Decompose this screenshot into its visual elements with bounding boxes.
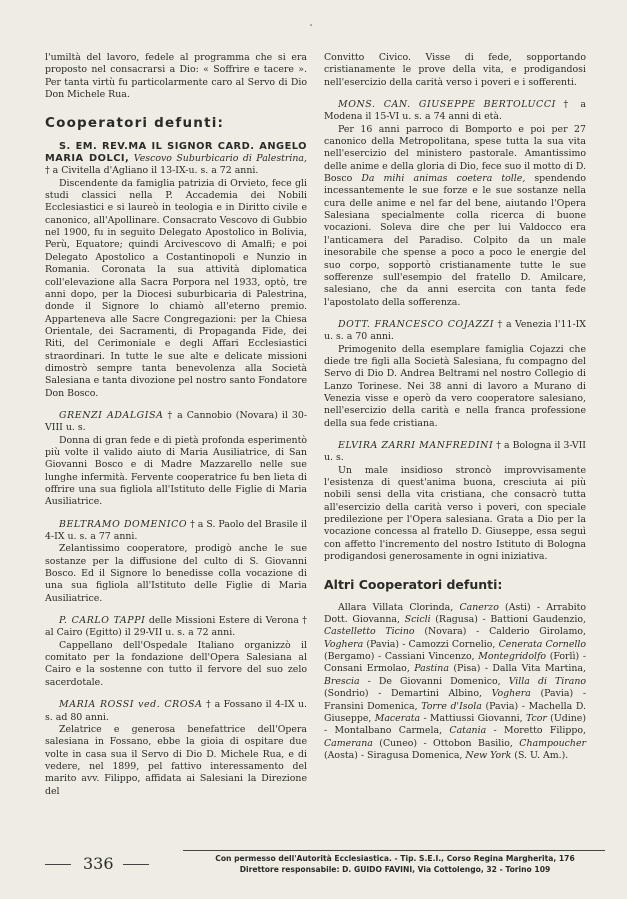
- page-number-dash: [123, 864, 149, 865]
- cooperator-name: - De Giovanni Domenico,: [359, 675, 509, 687]
- obituary-header: [324, 319, 586, 344]
- cooperator-name: (Pavia) - Camozzi Cornelio,: [363, 638, 499, 650]
- place-name: Pastina: [414, 663, 449, 675]
- obituary-header: [45, 410, 307, 435]
- cooperator-name: (Pavia) - Machella D. Giuseppe,: [324, 700, 586, 724]
- place-name: Castelletto Ticino: [324, 626, 415, 638]
- deceased-name: DOTT. FRANCESCO COJAZZI: [338, 318, 495, 330]
- death-info: † a Cannobio (Novara) il 30-VIII u. s.: [45, 409, 307, 434]
- cardinal-death: † a Civitella d'Agliano il 13-IX-u. s. a 72 anni.: [45, 165, 259, 177]
- death-info: † a S. Paolo del Brasile il 4-IX u. s. a 77 anni.: [45, 518, 307, 543]
- cardinal-role: Vescovo Suburbicario di Palestrina,: [133, 153, 307, 165]
- death-info: † a Modena il 15-VI u. s. a 74 anni di età.: [324, 99, 586, 123]
- obituary-body: Un male insidioso stroncò improvvisamente l'esistenza di quest'anima buona, cresciuta ai più nobili sensi della vita cristiana, che consacrò tutta all'esercizio della carità verso i poveri, con speciale predilezione per l'Opera salesiana. Grata a Dio per la vocazione concessa al fratello D. Giuseppe, essa seguì con affetto l'incremento del nostro Istituto di Bologna prodigandosi generosamente in ogni iniziativa.: [324, 464, 586, 563]
- place-name: Champoucher: [519, 737, 586, 749]
- place-name: Brescia: [324, 675, 360, 687]
- place-name: Tcor: [525, 712, 547, 724]
- imprint: [185, 853, 605, 875]
- deceased-name: P. CARLO TAPPI: [59, 615, 146, 627]
- death-info: † a Bologna il 3-VII u. s.: [324, 439, 587, 464]
- cooperator-name: (Sondrio) - Demartini Albino,: [324, 688, 492, 700]
- death-info: † a Venezia l'11-IX u. s. a 70 anni.: [324, 318, 586, 343]
- left-column: [45, 52, 307, 798]
- obituary-header: [45, 519, 307, 544]
- imprint-line: Direttore responsabile: D. GUIDO FAVINI, Via Cottolengo, 32 - Torino 109: [239, 865, 551, 874]
- cooperator-name: (Cuneo) - Ottobon Basilio,: [372, 737, 520, 749]
- obituary-body: Zelatrice e generosa benefattrice dell'Opera salesiana in Fossano, ebbe la gioia di ospitare due volte in casa sua il Servo di Dio D. Michele Rua, e di vedere, nel 1899, pel fattivo interessamento del marito avv. Filippo, affidata ai Salesiani la Direzione del: [45, 723, 307, 797]
- cooperator-name: (Pavia) - Fransini Domenica,: [324, 688, 586, 712]
- section-heading: Cooperatori defunti:: [45, 115, 225, 132]
- obituary-body: Donna di gran fede e di pietà profonda esperimentò più volte il valido aiuto di Maria Ausiliatrice, di San Giovanni Bosco e di Madre Mazzarello nelle sue lunghe infermità. Fervente cooperatrice fu ben lieta di offrire una sua figliola all'Istituto delle Figlie di Maria Ausiliatrice.: [45, 434, 307, 508]
- obituary-body-part: spendendo incessantemente le sue forze e le sue sostanze nella cura delle anime e nel far del bene, aiutando l'Opera Salesiana specialmente colla ricerca di buone vocazioni. Soleva dire che per lui Valdocco era l'anticamera del Paradiso. Colpito da un male inesorabile che spense a poco a poco le energie del suo corpo, sopportò cristianamente tutte le sue sofferenze sull'esempio del fratello D. Amilcare, salesiano, che da anni esercita con tanta fede l'apostolato della sofferenza.: [324, 173, 587, 308]
- continued-paragraph: Convitto Civico. Visse di fede, sopportando cristianamente le prove della vita, e prodigandosi nell'esercizio della carità verso i poveri e i sofferenti.: [324, 52, 586, 88]
- other-cooperators-heading: Altri Cooperatori defunti:: [324, 577, 503, 593]
- place-name: Torre d'Isola: [421, 700, 482, 712]
- obituary-body: Cappellano dell'Ospedale Italiano organizzò il comitato per la fondazione dell'Opera Salesiana al Cairo e la sostenne con tutto il fervore del suo zelo sacerdotale.: [45, 639, 307, 688]
- place-name: Villa di Tirano: [508, 675, 587, 687]
- deceased-name: ELVIRA ZARRI MANFREDINI: [338, 439, 494, 451]
- cooperator-name: (Bergamo) - Cassiani Vincenzo,: [324, 651, 479, 663]
- place-name: Catania: [449, 725, 487, 737]
- cooperator-name: (Novara) - Calderio Girolamo,: [414, 626, 587, 638]
- cooperator-name: (S. U. Am.).: [511, 749, 569, 761]
- footer-rule: [183, 850, 605, 851]
- cooperator-name: Allara Villata Clorinda,: [338, 601, 460, 613]
- cooperator-name: (Udine) - Montalbano Carmela,: [324, 712, 586, 737]
- cooperator-name: (Ragusa) - Battioni Gaudenzio,: [430, 614, 586, 626]
- cooperator-name: (Forlì) - Consani Ermolao,: [324, 651, 586, 675]
- cooperators-list: [324, 602, 586, 762]
- cardinal-entry-header: [45, 141, 307, 178]
- right-column: [324, 52, 586, 762]
- deceased-name: MARIA ROSSI ved. CROSA: [59, 699, 203, 711]
- obituary-header: [45, 615, 307, 640]
- place-name: Camerana: [324, 737, 373, 749]
- obituary-header: [45, 699, 307, 724]
- place-name: Canerzo: [459, 601, 499, 613]
- footer: [45, 850, 605, 880]
- obituary-header: [324, 99, 586, 124]
- obituary-body: Primogenito della esemplare famiglia Cojazzi che diede tre figli alla Società Salesiana, fu compagno del Servo di Dio D. Andrea Beltrami nel nostro Collegio di Lanzo Torinese. Nei 38 anni di lavoro a Murano di Venezia visse e operò da vero cooperatore salesiano, nell'esercizio della carità e nella franca professione della sua fede cristiana.: [324, 343, 586, 429]
- death-info: † a Fossano il 4-IX u. s. ad 80 anni.: [45, 699, 308, 723]
- continued-paragraph: l'umiltà del lavoro, fedele al programma che si era proposto nel consacrarsi a Dio: « Soffrire e tacere ». Per tanta virtù fu particolarmente caro al Servo di Dio Don Michele Rua.: [45, 52, 307, 101]
- obituary-header: [324, 440, 586, 465]
- place-name: Voghera: [491, 688, 531, 700]
- death-info: delle Missioni Estere di Verona † al Cairo (Egitto) il 29-VII u. s. a 72 anni.: [45, 615, 307, 639]
- cooperator-name: (Asti) - Arrabito Dott. Giovanna,: [324, 601, 586, 626]
- page-mark: •: [309, 22, 314, 30]
- place-name: Scicli: [404, 614, 431, 626]
- obituary-body-part: Per 16 anni parroco di Bomporto e poi per 27 canonico della Metropolitana, spese tutta la sua vita nell'esercizio del ministero pastorale. Amantissimo delle anime e della gloria di Dio, fece suo il motto di D. Bosco: [324, 123, 586, 185]
- cardinal-name: S. EM. REV.MA IL SIGNOR CARD. ANGELO MARIA DOLCI,: [45, 140, 307, 165]
- cooperator-name: - Mattiussi Giovanni,: [420, 712, 526, 724]
- deceased-name: MONS. CAN. GIUSEPPE BERTOLUCCI: [338, 99, 556, 111]
- cooperator-name: (Aosta) - Siragusa Domenica,: [324, 749, 466, 761]
- place-name: Cenerata Cornello: [498, 638, 587, 650]
- page-number-dash: [45, 864, 71, 865]
- cooperator-name: - Moretto Filippo,: [486, 725, 586, 737]
- place-name: Macerata: [374, 712, 421, 724]
- imprint-line: Con permesso dell'Autorità Ecclesiastica. - Tip. S.E.I., Corso Regina Margherita, 176: [215, 854, 575, 863]
- deceased-name: BELTRAMO DOMENICO: [59, 518, 188, 530]
- obituary-body: Zelantissimo cooperatore, prodigò anche le sue sostanze per la diffusione del culto di S. Giovanni Bosco. Ed il Signore lo benedisse colla vocazione di una sua figliola all'Istituto delle Figlie di Maria Ausiliatrice.: [45, 543, 307, 604]
- cardinal-body: Discendente da famiglia patrizia di Orvieto, fece gli studi classici nella P. Accademia dei Nobili Ecclesiastici e si laureò in teologia e in Diritto civile e canonico, all'Apollinare. Consacrato Vescovo di Gubbio nel 1900, fu in seguito Delegato Apostolico in Bolivia, Perù, Equatore; quindi Arcivescovo di Amalfi; e poi Delegato Apostolico a Costantinopoli e Nunzio in Romania. Coronata la sua attività diplomatica coll'elevazione alla Sacra Porpora nel 1933, optò, tre anni dopo, per la Diocesi suburbicaria di Palestrina, donde il Signore lo chiamò all'eterno premio. Apparteneva alle Sacre Congregazioni: per la Chiesa Orientale, dei Sacramenti, di Propaganda Fide, dei Riti, del Cerimoniale e degli Affari Ecclesiastici straordinari. In tutte le sue alte e delicate missioni dimostrò sempre tanta benevolenza alla Società Salesiana e tanta divozione pel nostro santo Fondatore Don Bosco.: [45, 177, 307, 399]
- obituary-body: [324, 124, 586, 309]
- cooperator-name: (Pisa) - Dalla Vita Martina,: [448, 663, 586, 675]
- deceased-name: GRENZI ADALGISA: [59, 409, 164, 421]
- place-name: Montegridolfo: [478, 651, 547, 663]
- place-name: New York: [465, 749, 512, 761]
- page-number: 336: [83, 854, 114, 873]
- motto: Da mihi animas coetera tolle,: [361, 173, 526, 185]
- place-name: Voghera: [324, 638, 364, 650]
